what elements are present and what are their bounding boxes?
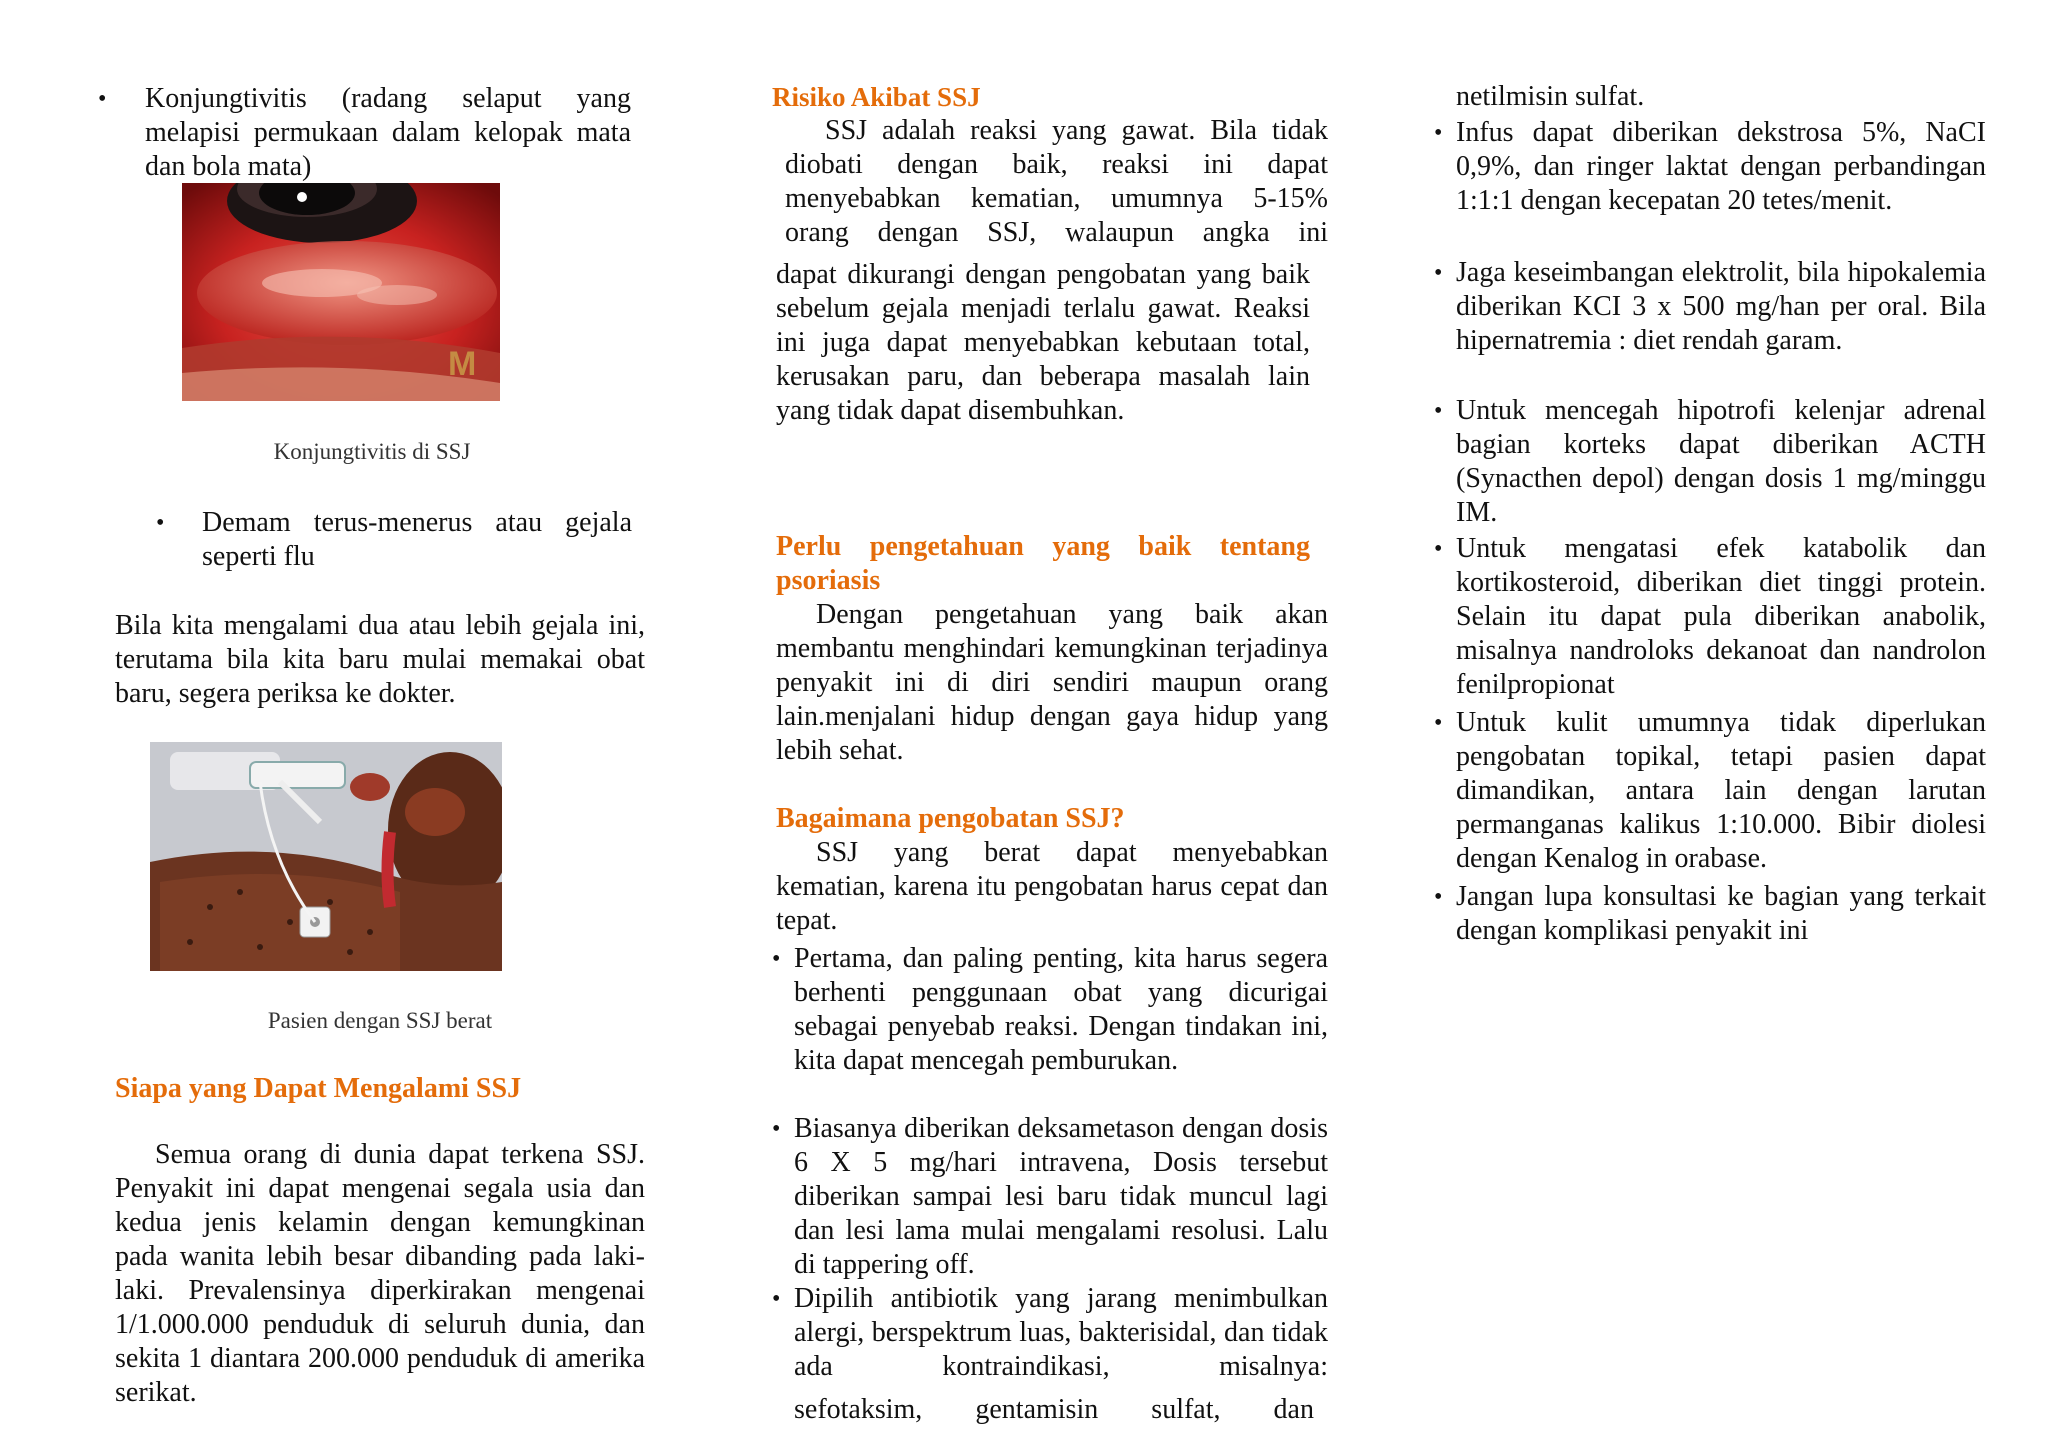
care-bullet-1: Infus dapat diberikan dekstrosa 5%, NaCI 0,9%, dan ringer laktat dengan perbandingan 1:1:1 dengan kecepatan 20 tetes/menit. (1456, 117, 1986, 216)
care-bullet-2: Jaga keseimbangan elektrolit, bila hipokalemia diberikan KCI 3 x 500 mg/han per oral. Bila hipernatremia : diet rendah garam. (1456, 257, 1986, 356)
treatment-intro: SSJ yang berat dapat menyebabkan kematian, karena itu pengobatan harus cepat dan tepat. (776, 837, 1328, 936)
who-paragraph: Semua orang di dunia dapat terkena SSJ. Penyakit ini dapat mengenai segala usia dan kedua jenis kelamin dengan kemungkinan pada wanita lebih besar dibanding pada laki-laki. Prevalensinya diperkirakan mengenai 1/1.000.000 penduduk di seluruh dunia, dan sekita 1 diantara 200.000 penduduk di amerika serikat. (115, 1139, 645, 1408)
bullet-dot-icon: • (1434, 710, 1443, 736)
bullet-dot-icon: • (1434, 398, 1443, 424)
care-bullet-5: Untuk kulit umumnya tidak diperlukan pengobatan topikal, tetapi pasien dapat dimandikan, antara lain dengan larutan permanganas kalikus 1:10.000. Bibir diolesi dengan Kenalog in orabase. (1456, 707, 1986, 874)
knowledge-paragraph: Dengan pengetahuan yang baik akan membantu menghindari kemungkinan terjadinya penyakit ini di diri sendiri maupun orang lain.menjalani hidup dengan gaya hidup yang lebih sehat. (776, 599, 1328, 766)
patient-photo-illustration (150, 742, 502, 971)
bullet-dot-icon: • (772, 1286, 781, 1312)
heading-treatment: Bagaimana pengobatan SSJ? (776, 803, 1125, 834)
advice-paragraph: Bila kita mengalami dua atau lebih gejala ini, terutama bila kita baru mulai memakai obat baru, segera periksa ke dokter. (115, 610, 645, 709)
care-bullet-3: Untuk mencegah hipotrofi kelenjar adrenal bagian korteks dapat diberikan ACTH (Synacthen depol) dengan dosis 1 mg/minggu IM. (1456, 395, 1986, 528)
bullet-dot-icon: • (1434, 120, 1443, 146)
bullet-dot-icon: • (1434, 260, 1443, 286)
conjunctivitis-photo (182, 183, 500, 401)
heading-knowledge: Perlu pengetahuan yang baik tentang psoriasis (776, 531, 1310, 596)
bullet-dot-icon: • (772, 946, 781, 972)
care-bullet-4: Untuk mengatasi efek katabolik dan kortikosteroid, diberikan diet tinggi protein. Selain itu dapat pula diberikan anabolik, misalnya nandroloks dekanoat dan nandrolon fenilpropionat (1456, 533, 1986, 700)
bullet-dot-icon: • (1434, 884, 1443, 910)
heading-risk: Risiko Akibat SSJ (772, 82, 981, 112)
watermark-logo: M (448, 345, 477, 383)
antibiotic-continuation: netilmisin sulfat. (1456, 81, 1645, 112)
treatment-bullet-1: Pertama, dan paling penting, kita harus segera berhenti penggunaan obat yang dicurigai sebagai penyebab reaksi. Dengan tindakan ini, kita dapat mencegah pemburukan. (794, 943, 1328, 1076)
treatment-bullet-3: Dipilih antibiotik yang jarang menimbulkan alergi, berspektrum luas, bakterisidal, dan tidak ada kontraindikasi, misalnya: (794, 1283, 1328, 1382)
bullet-dot-icon: • (156, 510, 165, 536)
risk-paragraph-a: SSJ adalah reaksi yang gawat. Bila tidak diobati dengan baik, reaksi ini dapat menyebabkan kematian, umumnya 5-15% orang dengan SSJ, walaupun angka ini (785, 115, 1328, 248)
care-bullet-6: Jangan lupa konsultasi ke bagian yang terkait dengan komplikasi penyakit ini (1456, 881, 1986, 946)
patient-photo (150, 742, 502, 971)
risk-paragraph-b: dapat dikurangi dengan pengobatan yang baik sebelum gejala menjadi terlalu gawat. Reaksi ini juga dapat menyebabkan kebutaan total, kerusakan paru, dan beberapa masalah lain yang tidak dapat disembuhkan. (776, 259, 1310, 426)
bullet-conjunctivitis: Konjungtivitis (radang selaput yang melapisi permukaan dalam kelopak mata dan bola mata) (145, 83, 631, 182)
bullet-dot-icon: • (772, 1116, 781, 1142)
bullet-dot-icon: • (1434, 536, 1443, 562)
caption-patient: Pasien dengan SSJ berat (267, 1008, 493, 1033)
treatment-bullet-2: Biasanya diberikan deksametason dengan dosis 6 X 5 mg/hari intravena, Dosis tersebut diberikan sampai lesi baru tidak muncul lagi dan lesi lama mulai mengalami resolusi. Lalu di tappering off. (794, 1113, 1328, 1280)
caption-conjunctivitis: Konjungtivitis di SSJ (273, 439, 471, 464)
antibiotic-examples-line: sefotaksim, gentamisin sulfat, dan (794, 1394, 1314, 1425)
heading-who: Siapa yang Dapat Mengalami SSJ (115, 1073, 522, 1104)
bullet-dot-icon: • (98, 86, 107, 112)
bullet-fever: Demam terus-menerus atau gejala seperti flu (202, 507, 632, 572)
